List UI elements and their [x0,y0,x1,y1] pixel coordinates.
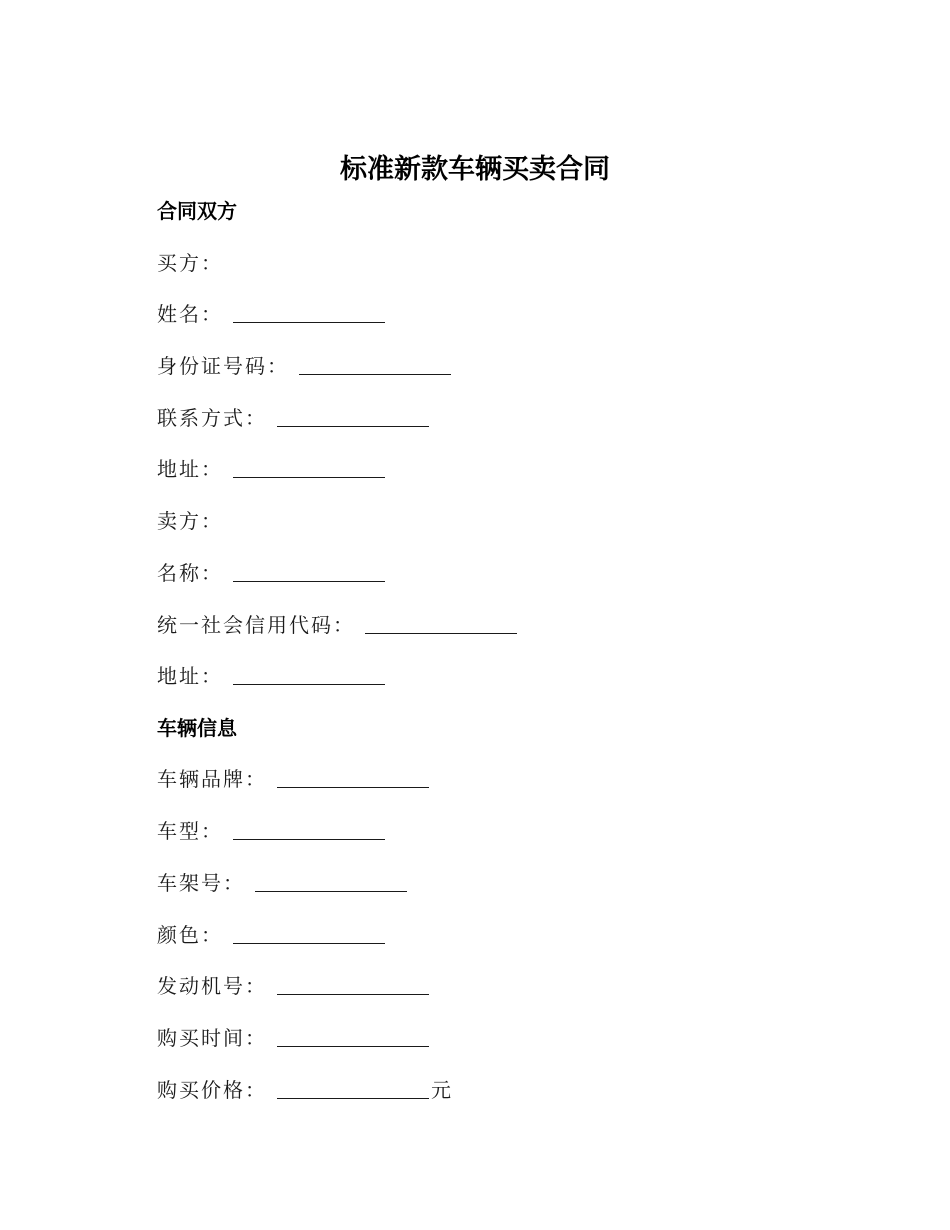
seller-credit-code-field [157,610,517,640]
seller-heading [157,506,223,536]
buyer-contact-field [157,403,429,433]
vehicle-model-blank[interactable] [233,819,385,840]
seller-address-blank[interactable] [233,664,385,685]
section-heading-parties: 合同双方 [157,199,237,223]
buyer-name-label: 姓名： [157,302,223,326]
buyer-id-label: 身份证号码： [157,354,289,378]
vehicle-brand-field [157,764,429,794]
vehicle-color-label: 颜色： [157,923,223,947]
buyer-id-field [157,351,451,381]
page-title: 标准新款车辆买卖合同 [340,154,610,185]
buyer-address-label: 地址： [157,457,223,481]
buyer-contact-blank[interactable] [277,406,429,427]
vehicle-model-field [157,816,385,846]
vehicle-price-blank[interactable] [277,1078,429,1099]
vehicle-engine-blank[interactable] [277,974,429,995]
vehicle-price-unit: 元 [431,1078,451,1102]
seller-name-blank[interactable] [233,561,385,582]
buyer-heading-label: 买方： [157,251,223,275]
vehicle-color-field [157,920,385,950]
vehicle-model-label: 车型： [157,819,223,843]
vehicle-vin-blank[interactable] [255,871,407,892]
seller-name-label: 名称： [157,561,223,585]
seller-credit-code-label: 统一社会信用代码： [157,613,355,637]
vehicle-engine-label: 发动机号： [157,974,267,998]
vehicle-vin-label: 车架号： [157,871,245,895]
vehicle-vin-field [157,868,407,898]
seller-address-label: 地址： [157,664,223,688]
buyer-name-field [157,299,385,329]
vehicle-price-label: 购买价格： [157,1078,267,1102]
buyer-address-blank[interactable] [233,457,385,478]
buyer-address-field [157,454,385,484]
buyer-name-blank[interactable] [233,302,385,323]
vehicle-brand-blank[interactable] [277,767,429,788]
buyer-heading [157,248,223,278]
vehicle-purchase-time-blank[interactable] [277,1026,429,1047]
vehicle-engine-field [157,971,429,1001]
seller-address-field [157,661,385,691]
vehicle-price-field [157,1075,451,1105]
section-heading-vehicle: 车辆信息 [157,716,237,740]
vehicle-purchase-time-label: 购买时间： [157,1026,267,1050]
buyer-id-blank[interactable] [299,354,451,375]
vehicle-brand-label: 车辆品牌： [157,767,267,791]
seller-credit-code-blank[interactable] [365,613,517,634]
vehicle-color-blank[interactable] [233,923,385,944]
vehicle-purchase-time-field [157,1023,429,1053]
buyer-contact-label: 联系方式： [157,406,267,430]
seller-name-field [157,558,385,588]
seller-heading-label: 卖方： [157,509,223,533]
